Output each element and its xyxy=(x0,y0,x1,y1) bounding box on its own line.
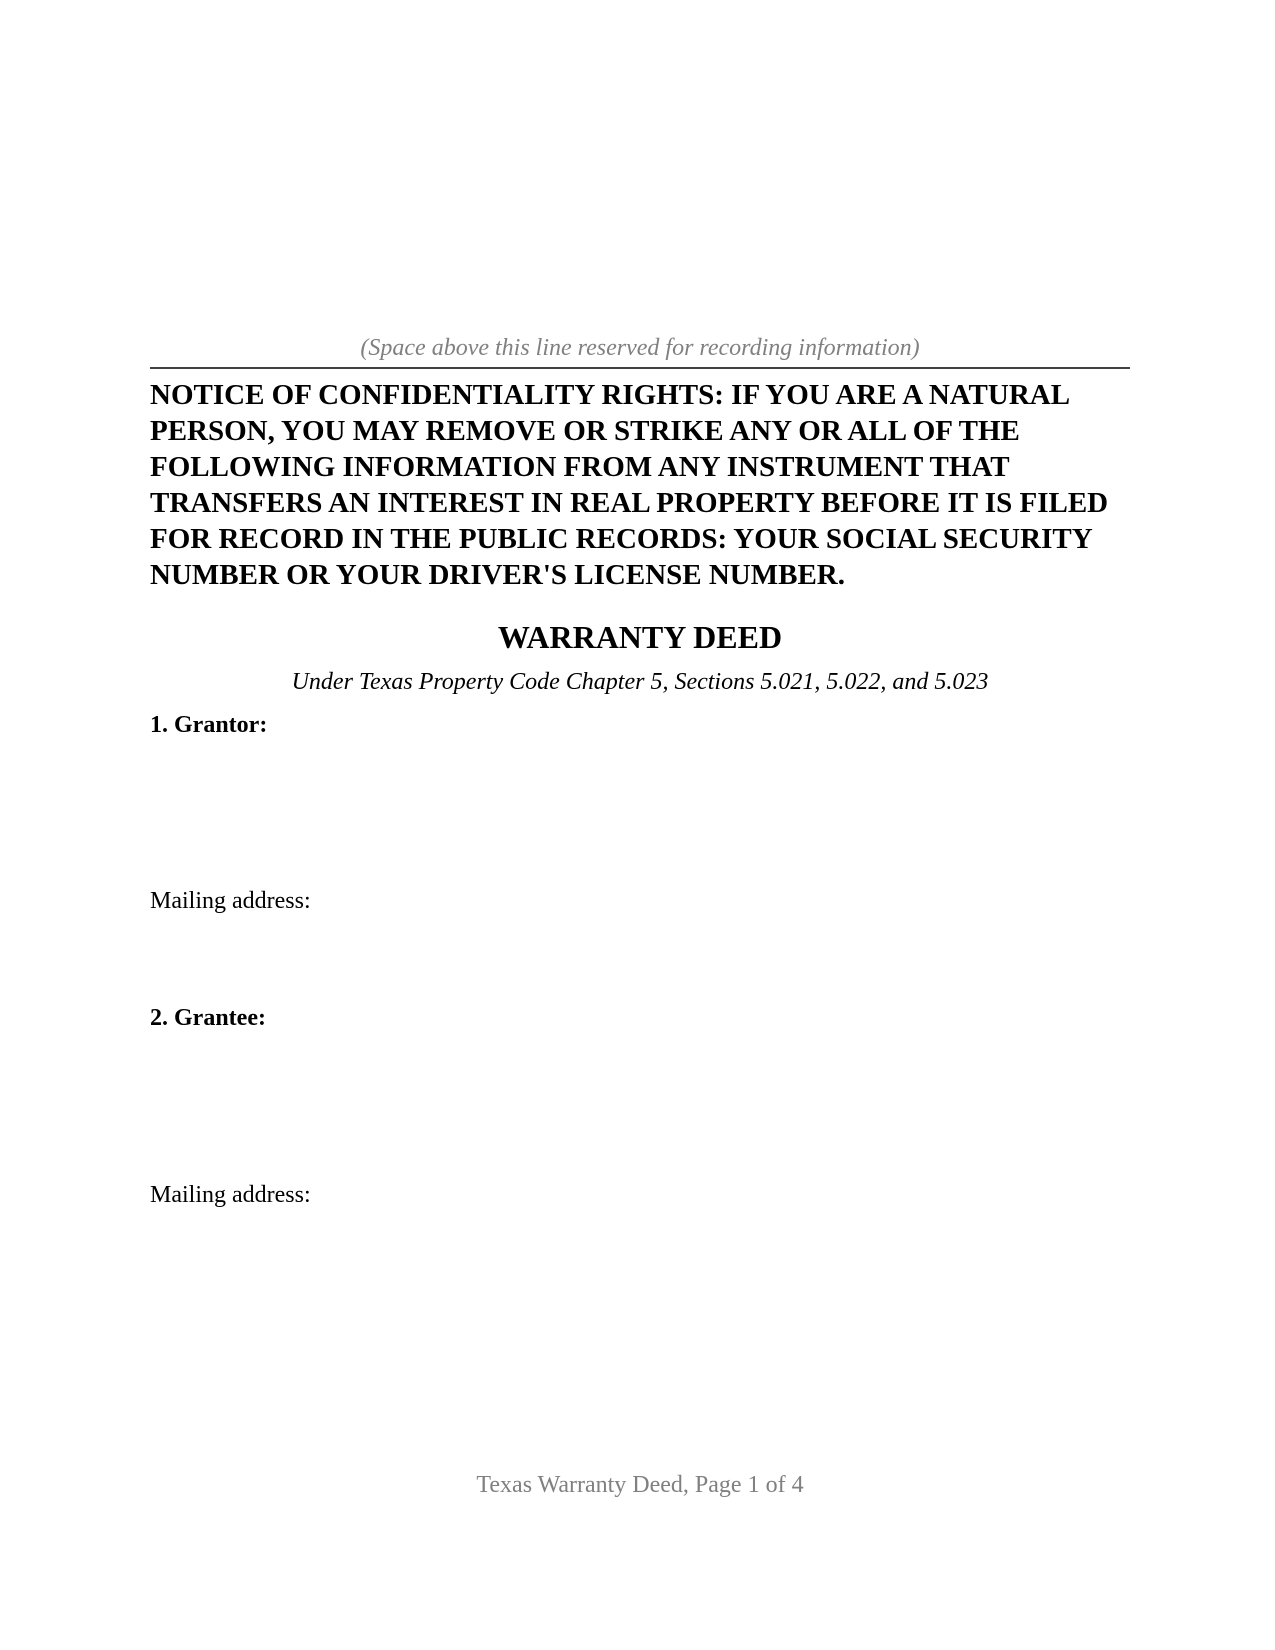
recording-space-note: (Space above this line reserved for recording information) xyxy=(360,335,920,361)
grantor-heading: 1. Grantor: xyxy=(150,712,268,738)
recording-divider xyxy=(150,367,1130,369)
page-footer: Texas Warranty Deed, Page 1 of 4 xyxy=(476,1472,804,1498)
grantor-mailing-address-label: Mailing address: xyxy=(150,888,311,914)
confidentiality-notice: NOTICE OF CONFIDENTIALITY RIGHTS: IF YOU ARE A NATURAL PERSON, YOU MAY REMOVE OR STRIKE ANY OR ALL OF THE FOLLOWING INFORMATION FROM ANY INSTRUMENT THAT TRANSFERS AN INTEREST IN REAL PROPERTY BEFORE IT IS FILED FOR RECORD IN THE PUBLIC RECORDS: YOUR SOCIAL SECURITY NUMBER OR YOUR DRIVER'S LICENSE NUMBER. xyxy=(150,379,1109,591)
grantee-mailing-address-label: Mailing address: xyxy=(150,1182,311,1208)
grantee-heading: 2. Grantee: xyxy=(150,1005,266,1031)
document-subtitle: Under Texas Property Code Chapter 5, Sections 5.021, 5.022, and 5.023 xyxy=(291,669,989,695)
document-title: WARRANTY DEED xyxy=(497,619,783,655)
